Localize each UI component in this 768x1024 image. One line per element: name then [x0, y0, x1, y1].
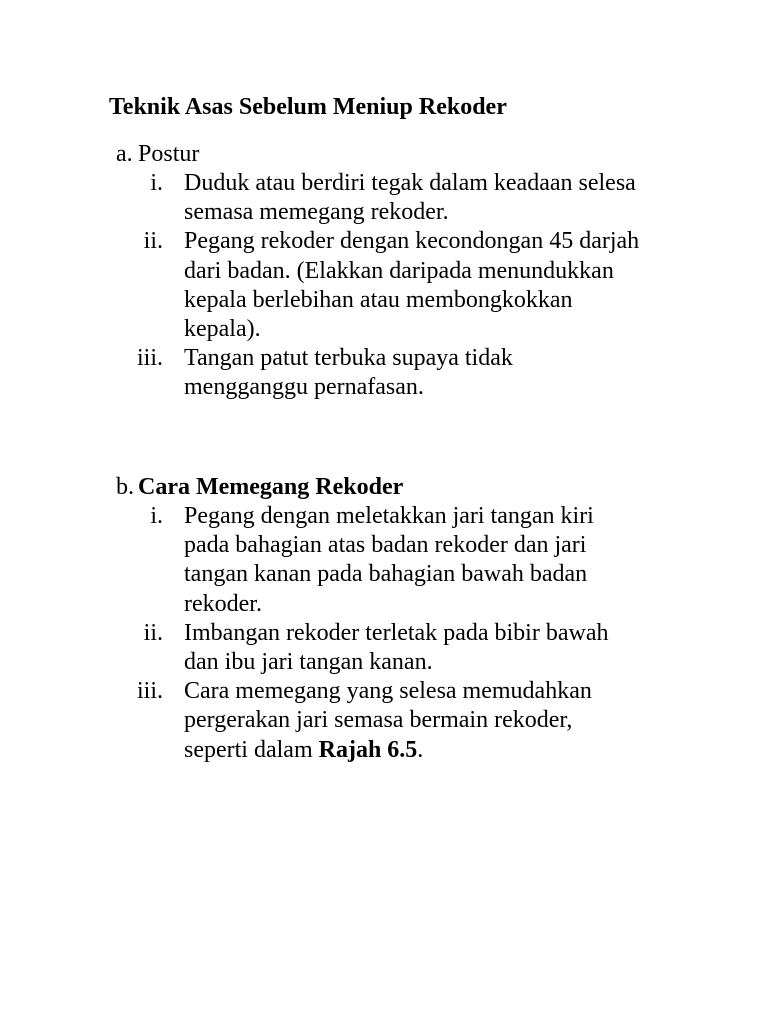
item-text: [184, 227, 684, 344]
text-line: dari badan. (Elakkan daripada menundukkan: [184, 257, 614, 284]
text-line: kepala).: [184, 316, 261, 343]
text-line: Pegang dengan meletakkan jari tangan kiri: [184, 503, 594, 529]
text-line: [184, 736, 684, 765]
text-line: Tangan patut terbuka supaya tidak: [184, 345, 513, 372]
list-item: [0, 169, 768, 227]
text-line: tangan kanan pada bahagian bawah badan: [184, 561, 588, 588]
text-fragment: .: [417, 736, 424, 763]
item-text: [184, 169, 684, 227]
text-line: Duduk atau berdiri tegak dalam keadaan selesa: [184, 170, 636, 196]
list-item: [0, 227, 768, 344]
item-text: [184, 344, 684, 402]
text-line: pergerakan jari semasa bermain rekoder,: [184, 707, 573, 734]
figure-reference: Rajah 6.5: [318, 736, 418, 763]
item-text: [184, 619, 684, 677]
text-line: rekoder.: [184, 590, 262, 617]
text-line: Pegang rekoder dengan kecondongan 45 darjah: [184, 228, 640, 255]
list-item: [0, 677, 768, 765]
text-line: pada bahagian atas badan rekoder dan jari: [184, 532, 587, 559]
item-number: i.: [150, 170, 163, 196]
text-line: Cara memegang yang selesa memudahkan: [184, 678, 592, 705]
section-title: Cara Memegang Rekoder: [138, 474, 404, 500]
section-cara-memegang: [0, 473, 768, 765]
text-line: Imbangan rekoder terletak pada bibir bawah: [184, 619, 609, 646]
text-fragment: seperti dalam: [184, 736, 319, 763]
section-postur: [0, 140, 768, 403]
item-number: ii.: [143, 619, 163, 646]
section-letter: a.: [116, 141, 133, 167]
list-item: [0, 619, 768, 677]
item-number: i.: [150, 503, 163, 529]
text-line: semasa memegang rekoder.: [184, 199, 449, 226]
text-line: dan ibu jari tangan kanan.: [184, 649, 433, 676]
item-number: ii.: [143, 228, 163, 255]
document-title: Teknik Asas Sebelum Meniup Rekoder: [109, 94, 507, 120]
section-title: Postur: [138, 141, 200, 167]
section-letter: b.: [116, 474, 134, 500]
section-heading: [0, 473, 768, 502]
list-item: [0, 502, 768, 619]
item-text: [184, 677, 684, 765]
item-number: iii.: [136, 678, 163, 705]
list-item: [0, 344, 768, 402]
section-heading: [0, 140, 768, 169]
text-line: mengganggu pernafasan.: [184, 374, 424, 401]
item-text: [184, 502, 684, 619]
text-line: kepala berlebihan atau membongkokkan: [184, 286, 573, 313]
item-number: iii.: [136, 345, 163, 372]
